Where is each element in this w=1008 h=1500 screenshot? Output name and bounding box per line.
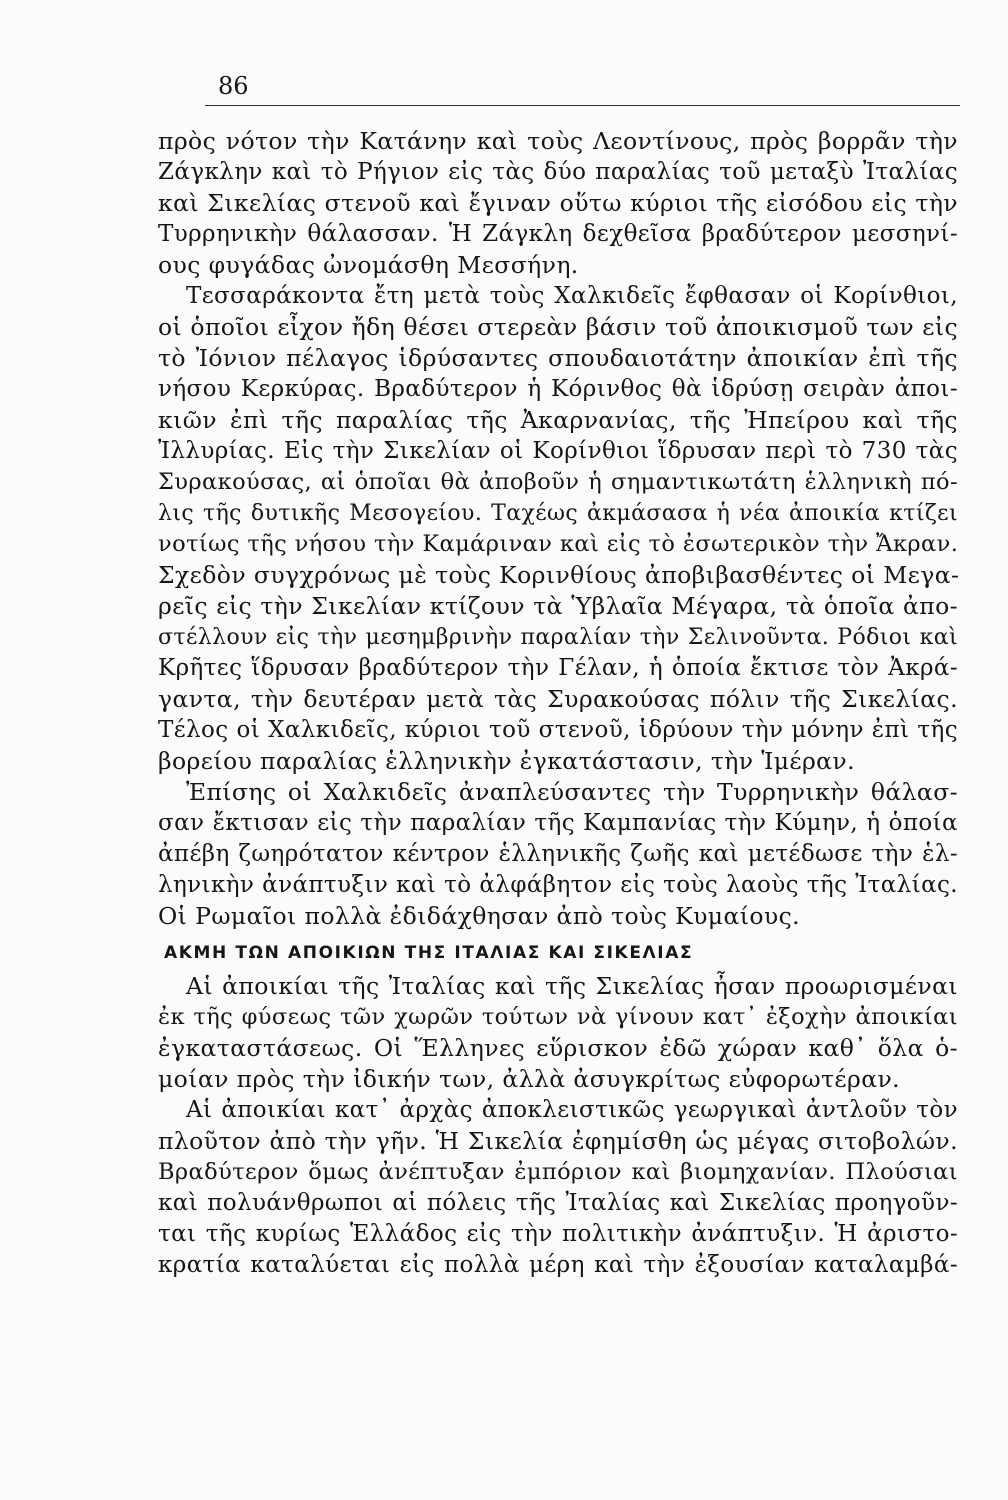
text-line: Τυρρηνικὴν θάλασσαν. Ἡ Ζάγκλη δεχθεῖσα βραδύτερον μεσσηνί- [158, 221, 958, 247]
text-line: Σχεδὸν συγχρόνως μὲ τοὺς Κορινθίους ἀποβιβασθέντες οἱ Μεγα- [158, 561, 960, 589]
text-line: λις τῆς δυτικῆς Μεσογείου. Ταχέως ἀκμάσασα ἡ νέα ἀποικία κτίζει [158, 501, 958, 526]
text-line: μοίαν πρὸς τὴν ἰδικήν των, ἀλλὰ ἀσυγκρίτως εὐφορωτέραν. [158, 1065, 901, 1093]
text-line: Συρακούσας, αἱ ὁποῖαι θὰ ἀποβοῦν ἡ σημαντικωτάτη ἑλληνικὴ πό- [158, 469, 958, 495]
text-line: στέλλουν εἰς τὴν μεσημβρινὴν παραλίαν τὴν Σελινοῦντα. Ρόδιοι καὶ [158, 625, 958, 650]
text-line: Αἱ ἀποικίαι κατ᾽ ἀρχὰς ἀποκλειστικῶς γεωργικαὶ ἀντλοῦν τὸν [186, 1097, 958, 1123]
text-line: γαντα, τὴν δευτέραν μετὰ τὰς Συρακούσας πόλιν τῆς Σικελίας. [158, 685, 958, 713]
text-line: ἐγκαταστάσεως. Οἱ Ἕλληνες εὕρισκον ἐδῶ χώραν καθ᾽ ὅλα ὁ- [158, 1034, 958, 1062]
page-number: 86 [218, 72, 249, 100]
text-line: πρὸς νότον τὴν Κατάνην καὶ τοὺς Λεοντίνους, πρὸς βορρᾶν τὴν [158, 127, 958, 155]
body-text [158, 126, 958, 1281]
text-line: βορείου παραλίας ἑλληνικὴν ἐγκατάστασιν, τὴν Ἱμέραν. [158, 747, 855, 775]
text-line: οἱ ὁποῖοι εἶχον ἤδη θέσει στερεὰν βάσιν τοῦ ἀποικισμοῦ των εἰς [158, 313, 958, 341]
text-line: ται τῆς κυρίως Ἑλλάδος εἰς τὴν πολιτικὴν ἀνάπτυξιν. Ἡ ἀριστο- [158, 1221, 958, 1247]
header-rule [205, 105, 960, 106]
text-line: νοτίως τῆς νήσου τὴν Καμάριναν καὶ εἰς τὸ ἐσωτερικὸν τὴν Ἄκραν. [158, 531, 959, 557]
text-line: νήσου Κερκύρας. Βραδύτερον ἡ Κόρινθος θὰ ἱδρύσῃ σειρὰν ἀποι- [158, 376, 958, 402]
text-line: Ἰλλυρίας. Εἰς τὴν Σικελίαν οἱ Κορίνθιοι ἵδρυσαν περὶ τὸ 730 τὰς [158, 438, 958, 464]
text-line: κιῶν ἐπὶ τῆς παραλίας τῆς Ἀκαρνανίας, τῆς Ἠπείρου καὶ τῆς [158, 406, 958, 434]
text-line: τὸ Ἰόνιον πέλαγος ἱδρύσαντες σπουδαιοτάτην ἀποικίαν ἐπὶ τῆς [158, 344, 958, 372]
text-line: Βραδύτερον ὅμως ἀνέπτυξαν ἐμπόριον καὶ βιομηχανίαν. Πλούσιαι [158, 1159, 958, 1185]
text-line: ρεῖς εἰς τὴν Σικελίαν κτίζουν τὰ Ὑβλαῖα Μέγαρα, τὰ ὁποῖα ἀπο- [158, 592, 958, 620]
text-line: Ἐπίσης οἱ Χαλκιδεῖς ἀναπλεύσαντες τὴν Τυρρηνικὴν θάλασ- [186, 778, 958, 806]
text-line: πλοῦτον ἀπὸ τὴν γῆν. Ἡ Σικελία ἐφημίσθη ὡς μέγας σιτοβολών. [158, 1127, 958, 1155]
text-line: ους φυγάδας ὠνομάσθη Μεσσήνη. [158, 251, 579, 279]
text-line: καὶ Σικελίας στενοῦ καὶ ἔγιναν οὕτω κύριοι τῆς εἰσόδου εἰς τὴν [158, 189, 958, 217]
text-line: Κρῆτες ἵδρυσαν βραδύτερον τὴν Γέλαν, ἡ ὁποία ἔκτισε τὸν Ἀκρά- [158, 655, 958, 681]
text-line: Τέλος οἱ Χαλκιδεῖς, κύριοι τοῦ στενοῦ, ἱδρύουν τὴν μόνην ἐπὶ τῆς [158, 717, 958, 743]
section-heading: ΑΚΜΗ ΤΩΝ ΑΠΟΙΚΙΩΝ ΤΗΣ ΙΤΑΛΙΑΣ ΚΑΙ ΣΙΚΕΛΙΑΣ [164, 943, 694, 963]
text-line: καὶ πολυάνθρωποι αἱ πόλεις τῆς Ἰταλίας καὶ Σικελίας προηγοῦν- [158, 1190, 958, 1216]
text-line: Τεσσαράκοντα ἔτη μετὰ τοὺς Χαλκιδεῖς ἔφθασαν οἱ Κορίνθιοι, [186, 283, 958, 309]
text-line: Ζάγκλην καὶ τὸ Ρήγιον εἰς τὰς δύο παραλίας τοῦ μεταξὺ Ἰταλίας [158, 159, 958, 185]
text-line: ἀπέβη ζωηρότατον κέντρον ἑλληνικῆς ζωῆς καὶ μετέδωσε τὴν ἑλ- [158, 841, 958, 867]
text-line: κρατία καταλύεται εἰς πολλὰ μέρη καὶ τὴν ἐξουσίαν καταλαμβά- [158, 1252, 958, 1278]
text-line: ληνικὴν ἀνάπτυξιν καὶ τὸ ἀλφάβητον εἰς τοὺς λαοὺς τῆς Ἰταλίας. [158, 872, 958, 898]
text-line: Οἱ Ρωμαῖοι πολλὰ ἐδιδάχθησαν ἀπὸ τοὺς Κυμαίους. [158, 902, 801, 930]
text-line: σαν ἔκτισαν εἰς τὴν παραλίαν τῆς Καμπανίας τὴν Κύμην, ἡ ὁποία [158, 810, 958, 836]
text-line: Αἱ ἀποικίαι τῆς Ἰταλίας καὶ τῆς Σικελίας ἦσαν προωρισμέναι [186, 972, 958, 1000]
text-line: ἐκ τῆς φύσεως τῶν χωρῶν τούτων νὰ γίνουν κατ᾽ ἐξοχὴν ἀποικίαι [158, 1004, 958, 1030]
